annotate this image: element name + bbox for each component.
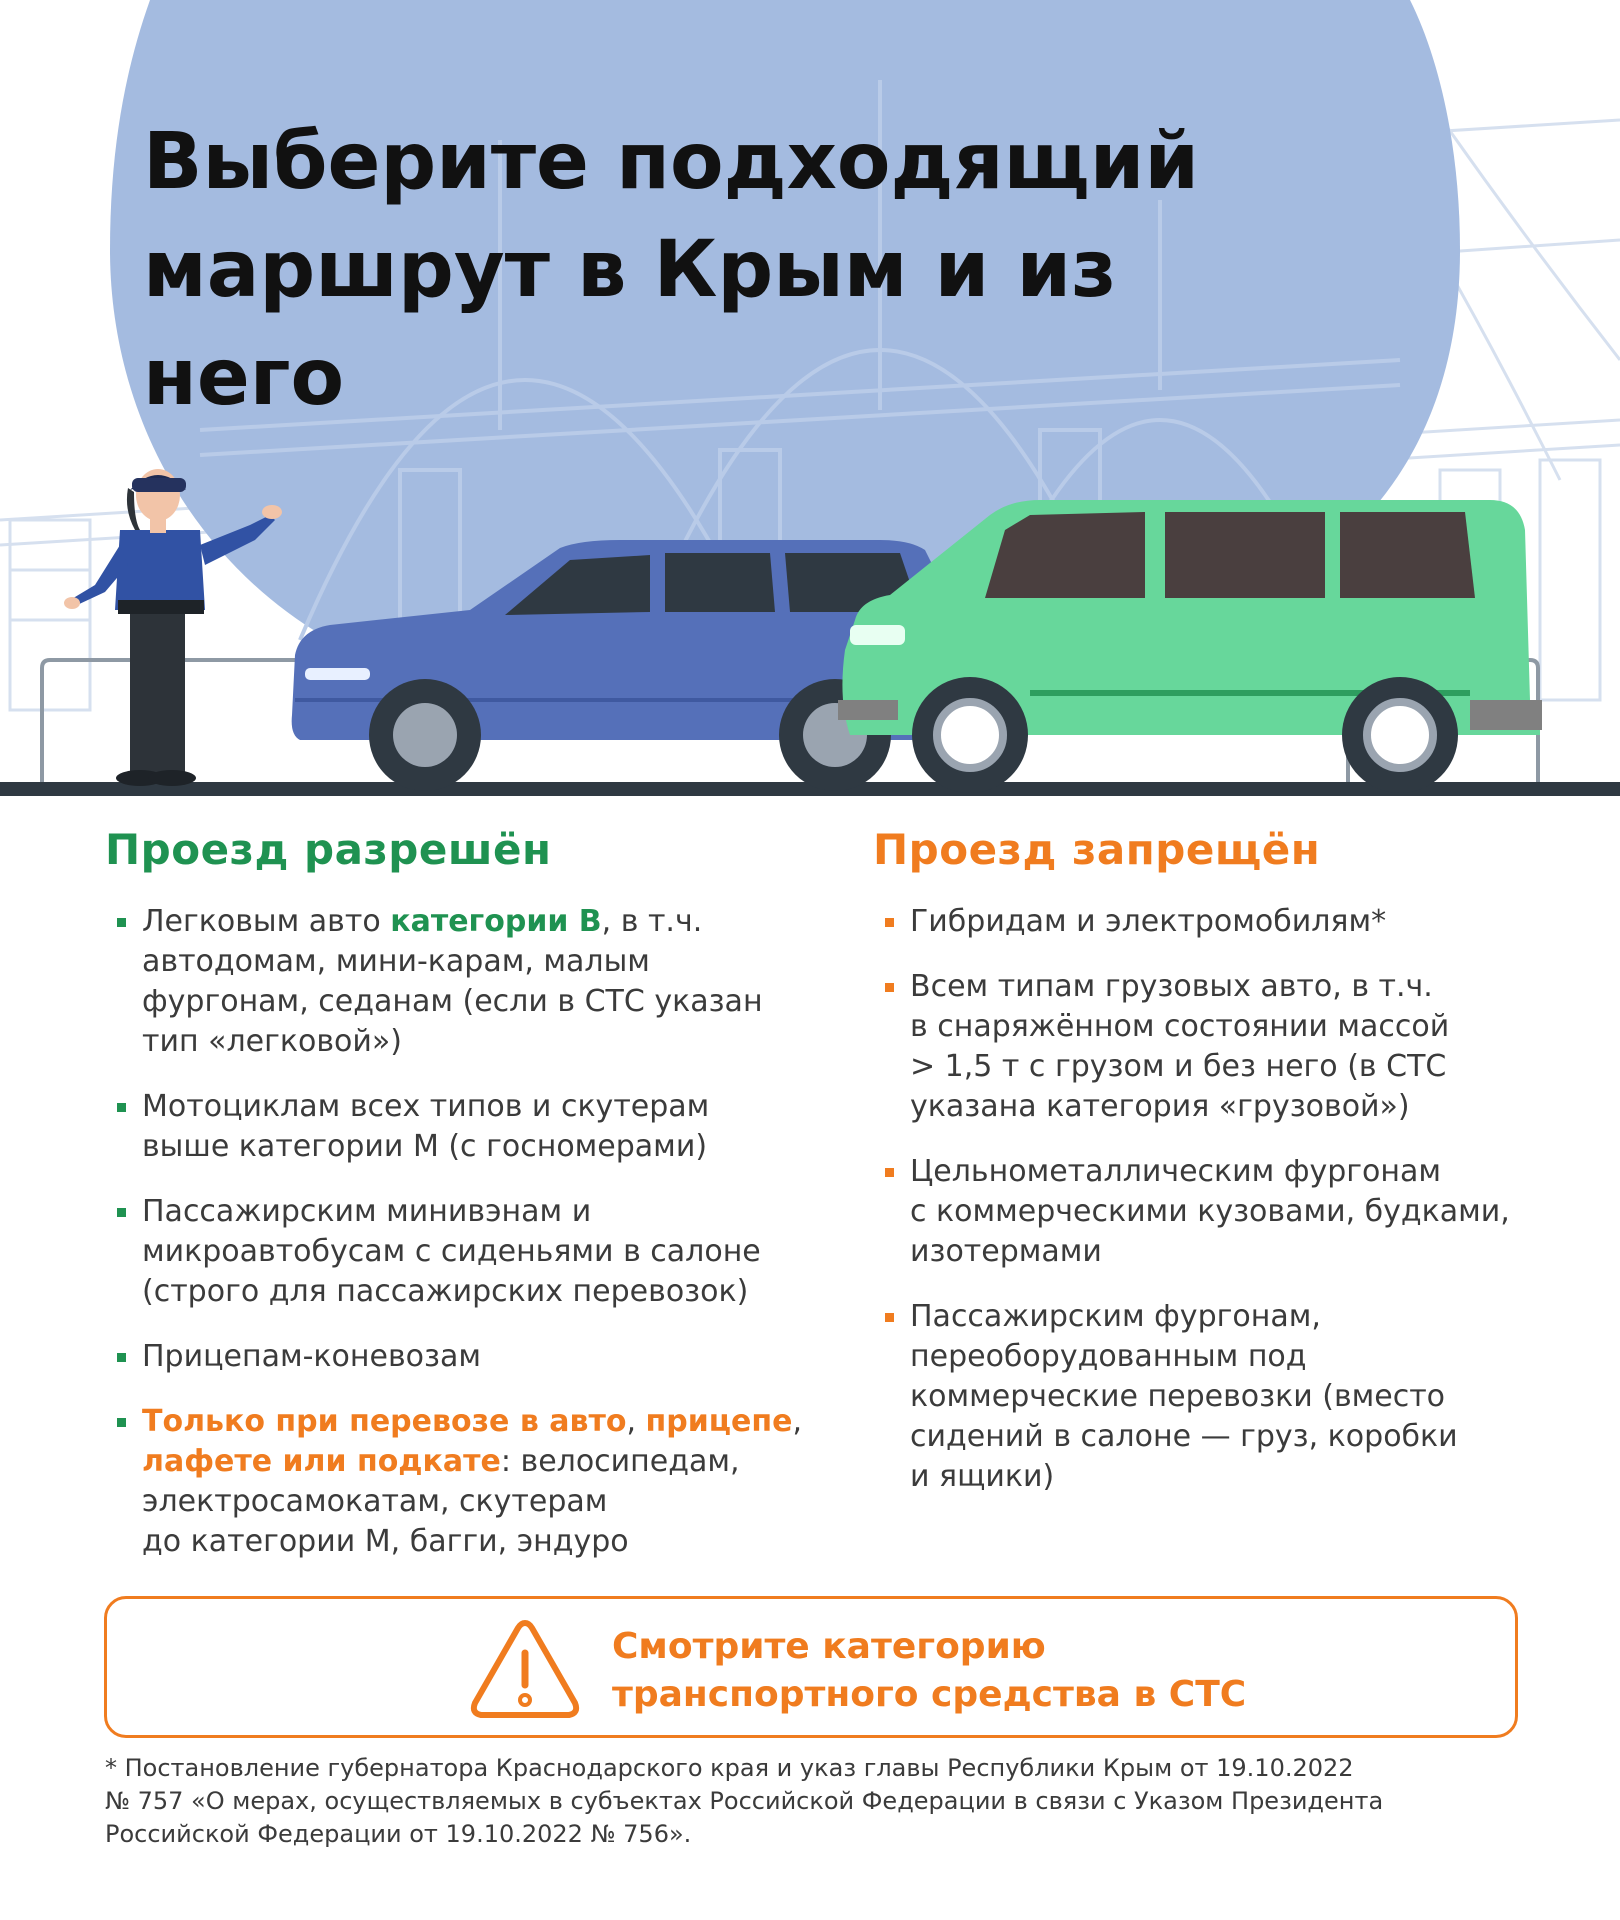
forbidden-item-4-line-2: переоборудованным под [910,1339,1307,1374]
text-segment: : велосипедам, [500,1444,740,1479]
footnote [105,1752,1545,1851]
allowed-item-5-line-1 [142,1402,805,1442]
trailer-highlight: прицепе [645,1404,793,1439]
allowed-item-transported-only [105,1402,805,1562]
forbidden-item-3-line-1: Цельнометаллическим фургонам [910,1154,1442,1189]
warning-text [612,1623,1246,1719]
allowed-item-3-line-3: (строго для пассажирских перевозок) [142,1274,749,1309]
forbidden-item-2-line-2: в снаряжённом состоянии массой [910,1009,1450,1044]
allowed-heading: Проезд разрешён [105,825,552,874]
forbidden-item-trucks [873,967,1573,1127]
warning-box [104,1596,1518,1738]
allowed-item-1-line-3: фургонам, седанам (если в СТС указан [142,984,763,1019]
forbidden-item-2-line-1: Всем типам грузовых авто, в т.ч. [910,969,1433,1004]
page-title [143,108,1343,432]
allowed-item-1-line-2: автодомам, мини-карам, малым [142,944,650,979]
allowed-item-minivans [105,1192,805,1312]
warning-triangle-icon [469,1617,581,1721]
platform-highlight: лафете или подкате [142,1444,501,1479]
warning-line-1: Смотрите категорию [612,1626,1046,1667]
forbidden-list [873,902,1573,1497]
category-b-highlight: категории В [390,904,602,939]
allowed-item-2-line-2: выше категории М (с госномерами) [142,1129,708,1164]
text-segment: Легковым авто [142,904,391,939]
transport-only-highlight: Только при перевозе в авто [142,1404,627,1439]
forbidden-item-4-line-4: сидений в салоне — груз, коробки [910,1419,1458,1454]
forbidden-item-3-line-3: изотермами [910,1234,1102,1269]
allowed-item-motorcycles [105,1087,805,1167]
forbidden-item-2-line-3: > 1,5 т с грузом и без него (в СТС [910,1049,1447,1084]
footnote-line-3: Российской Федерации от 19.10.2022 № 756». [105,1820,692,1848]
forbidden-item-converted-vans [873,1297,1573,1497]
forbidden-item-4-line-1: Пассажирским фургонам, [910,1299,1321,1334]
allowed-item-3-line-2: микроавтобусам с сиденьями в салоне [142,1234,761,1269]
forbidden-item-2-line-4: указана категория «грузовой») [910,1089,1410,1124]
allowed-item-1-line-1 [142,902,805,942]
forbidden-item-hybrids [873,902,1573,942]
warning-line-2: транспортного средства в СТС [612,1674,1247,1715]
footnote-line-2: № 757 «О мерах, осуществляемых в субъектах Российской Федерации в связи с Указом Президента [105,1787,1384,1815]
text-segment: , [792,1404,802,1439]
text-segment: , в т.ч. [601,904,703,939]
forbidden-column [873,820,1573,1522]
title-line-2: маршрут в Крым и из него [143,225,1117,423]
allowed-column [105,820,805,1587]
forbidden-heading: Проезд запрещён [873,825,1321,874]
forbidden-item-3-line-2: с коммерческими кузовами, будками, [910,1194,1510,1229]
forbidden-item-metal-vans [873,1152,1573,1272]
allowed-item-1-line-4: тип «легковой») [142,1024,402,1059]
allowed-item-5-line-3: электросамокатам, скутерам [142,1484,608,1519]
allowed-item-2-line-1: Мотоциклам всех типов и скутерам [142,1089,710,1124]
footnote-line-1: * Постановление губернатора Краснодарского края и указ главы Республики Крым от 19.10.2022 [105,1754,1354,1782]
allowed-list [105,902,805,1562]
allowed-item-3-line-1: Пассажирским минивэнам и [142,1194,592,1229]
forbidden-item-1-line-1: Гибридам и электромобилям* [910,904,1387,939]
forbidden-item-4-line-3: коммерческие перевозки (вместо [910,1379,1446,1414]
allowed-item-passenger-cars [105,902,805,1062]
forbidden-item-4-line-5: и ящики) [910,1459,1055,1494]
allowed-item-5-line-2 [142,1442,805,1482]
title-line-1: Выберите подходящий [143,117,1200,207]
allowed-item-horse-trailers [105,1337,805,1377]
allowed-item-5-line-4: до категории М, багги, эндуро [142,1524,629,1559]
text-segment: , [626,1404,646,1439]
allowed-item-4-line-1: Прицепам-коневозам [142,1339,481,1374]
